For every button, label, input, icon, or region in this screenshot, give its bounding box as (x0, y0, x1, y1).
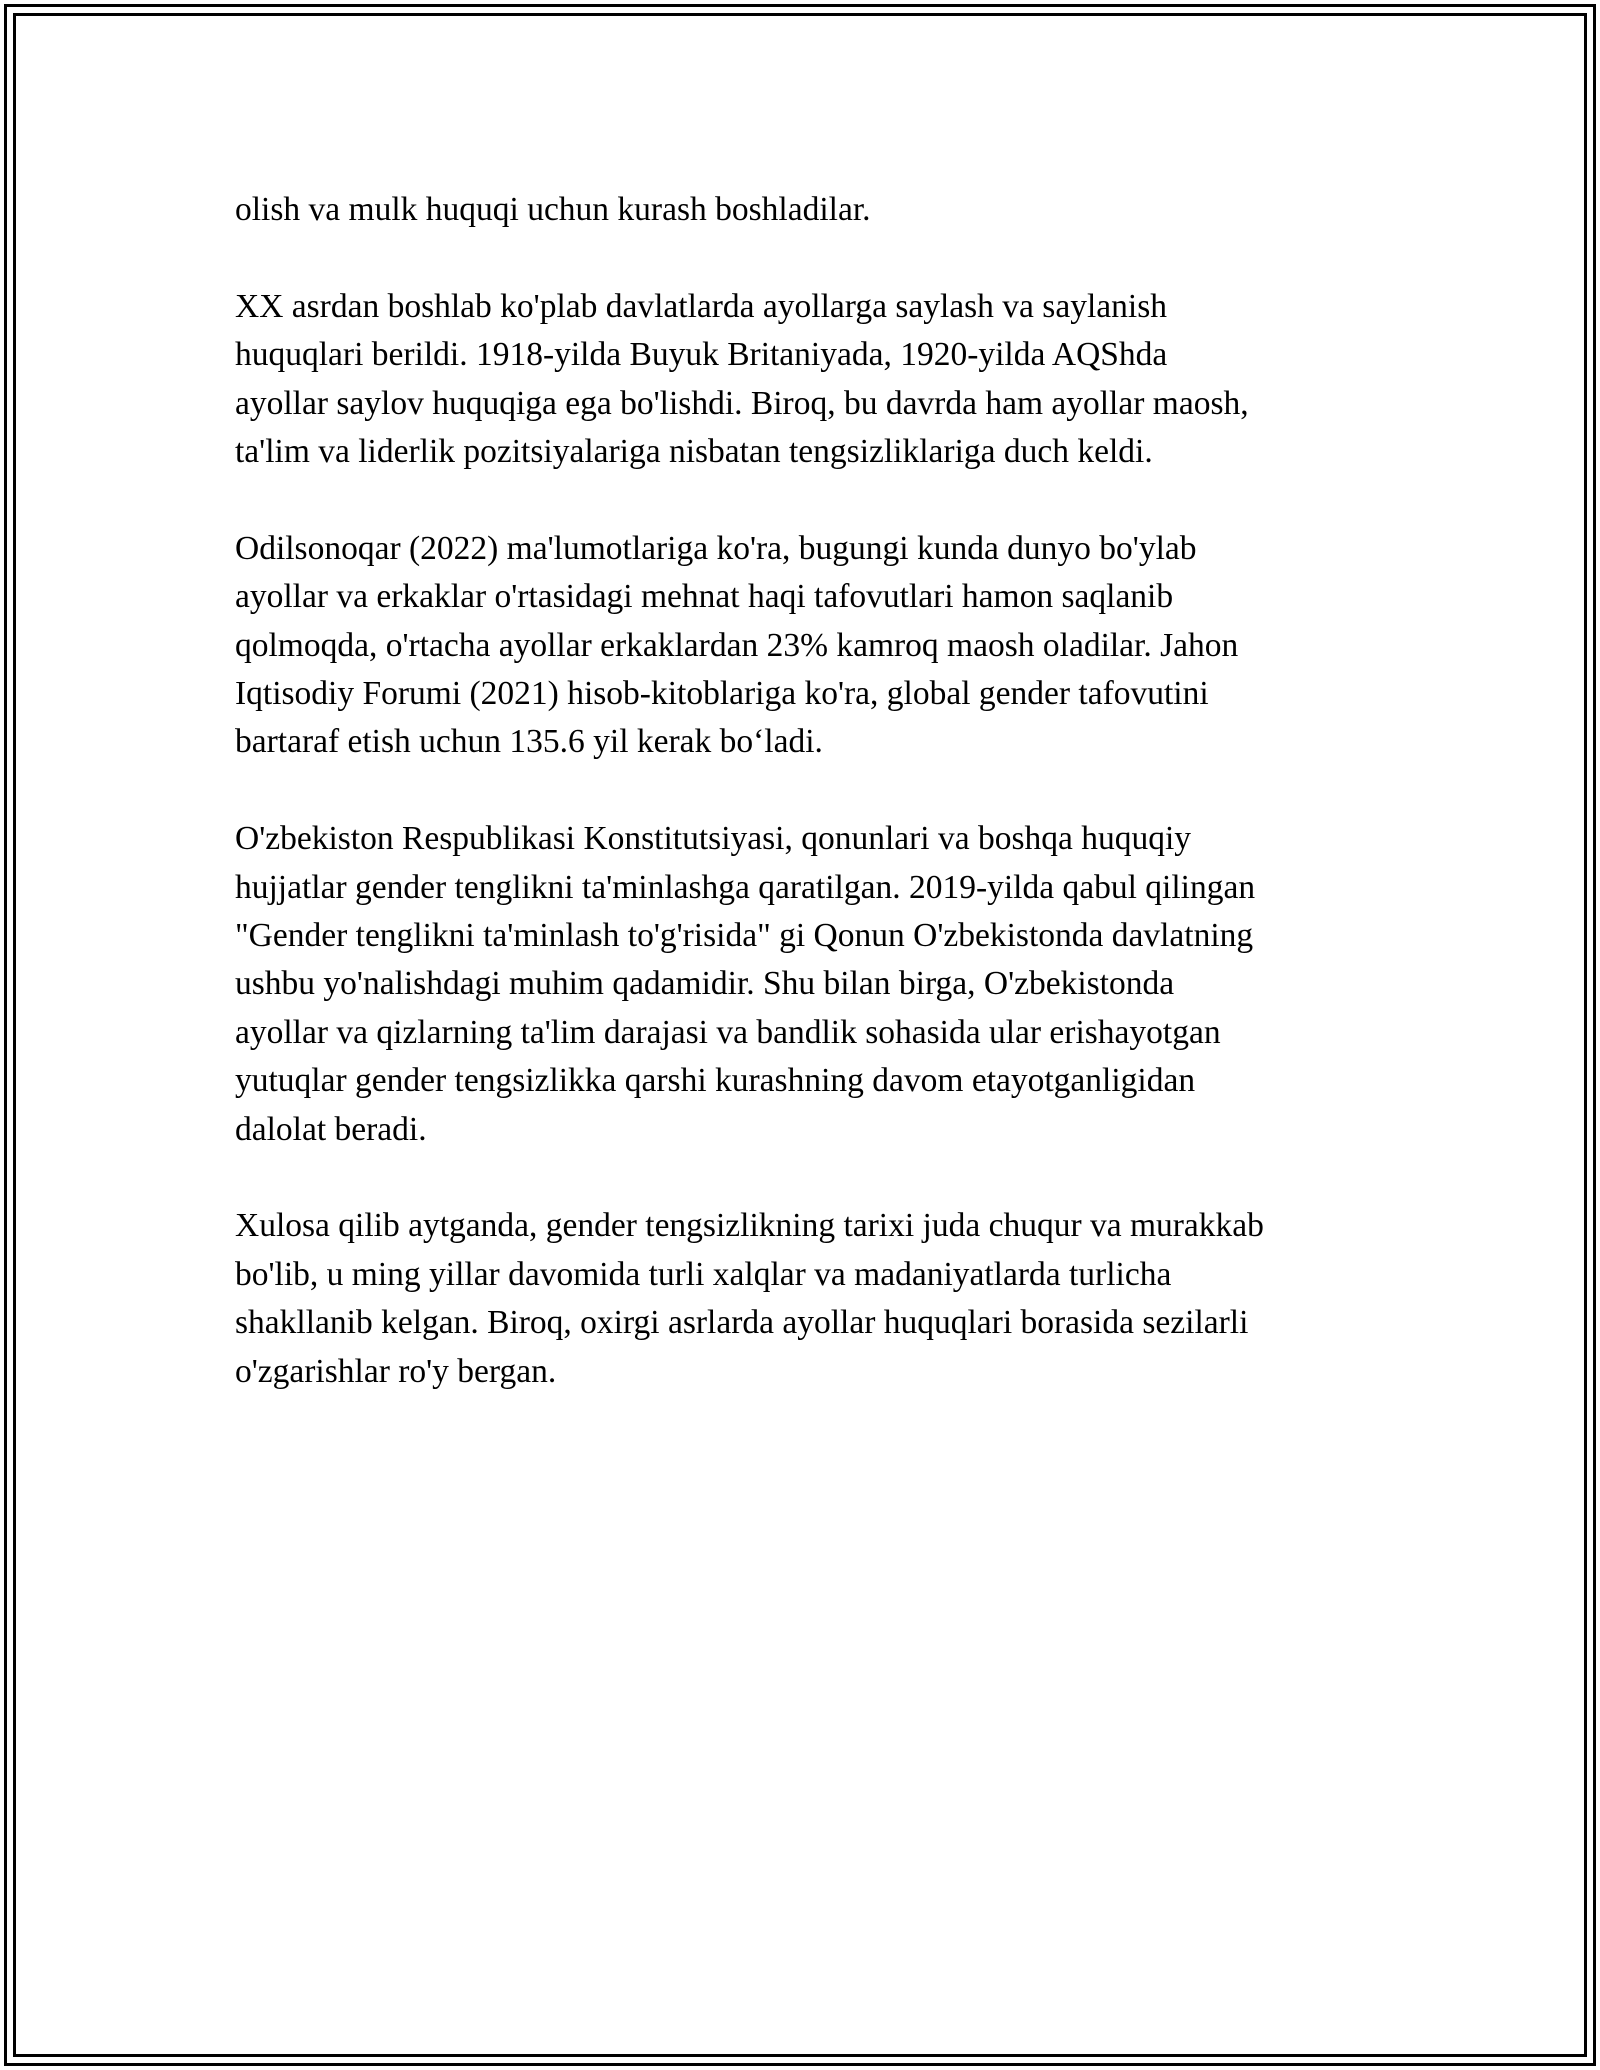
paragraph-uzbekistan-law: O'zbekiston Respublikasi Konstitutsiyasi, qonunlari va boshqa huquqiy hujjatlar gender tenglikni ta'minlashga qaratilgan. 2019-yilda qabul qilingan "Gender tenglikni ta'minlash to'g'risida" gi Qonun O'zbekistonda davlatning ushbu yo'nalishdagi muhim qadamidir. Shu bilan birga, O'zbekistonda ayollar va qizlarning ta'lim darajasi va bandlik sohasida ular erishayotgan yutuqlar gender tengsizlikka qarshi kurashning davom etayotganligidan dalolat beradi. (235, 820, 1256, 1148)
document-body (235, 186, 1365, 1444)
paragraph-conclusion: Xulosa qilib aytganda, gender tengsizlikning tarixi juda chuqur va murakkab bo'lib, u ming yillar davomida turli xalqlar va madaniyatlarda turlicha shakllanib kelgan. Biroq, oxirgi asrlarda ayollar huquqlari borasida sezilarli o'zgarishlar ro'y bergan. (235, 1207, 1264, 1390)
paragraph-wage-gap: Odilsonoqar (2022) ma'lumotlariga ko'ra, bugungi kunda dunyo bo'ylab ayollar va erkaklar o'rtasidagi mehnat haqi tafovutlari hamon saqlanib qolmoqda, o'rtacha ayollar erkaklardan 23% kamroq maosh oladilar. Jahon Iqtisodiy Forumi (2021) hisob-kitoblariga ko'ra, global gender tafovutini bartaraf etish uchun 135.6 yil kerak bo‘ladi. (235, 529, 1239, 761)
paragraph-continuation: olish va mulk huquqi uchun kurash boshladilar. (235, 191, 871, 228)
paragraph-voting-rights: XX asrdan boshlab ko'plab davlatlarda ayollarga saylash va saylanish huquqlari berildi. 1918-yilda Buyuk Britaniyada, 1920-yilda AQShda ayollar saylov huquqiga ega bo'lishdi. Biroq, bu davrda ham ayollar maosh, ta'lim va liderlik pozitsiyalariga nisbatan tengsizliklariga duch keldi. (235, 287, 1249, 471)
